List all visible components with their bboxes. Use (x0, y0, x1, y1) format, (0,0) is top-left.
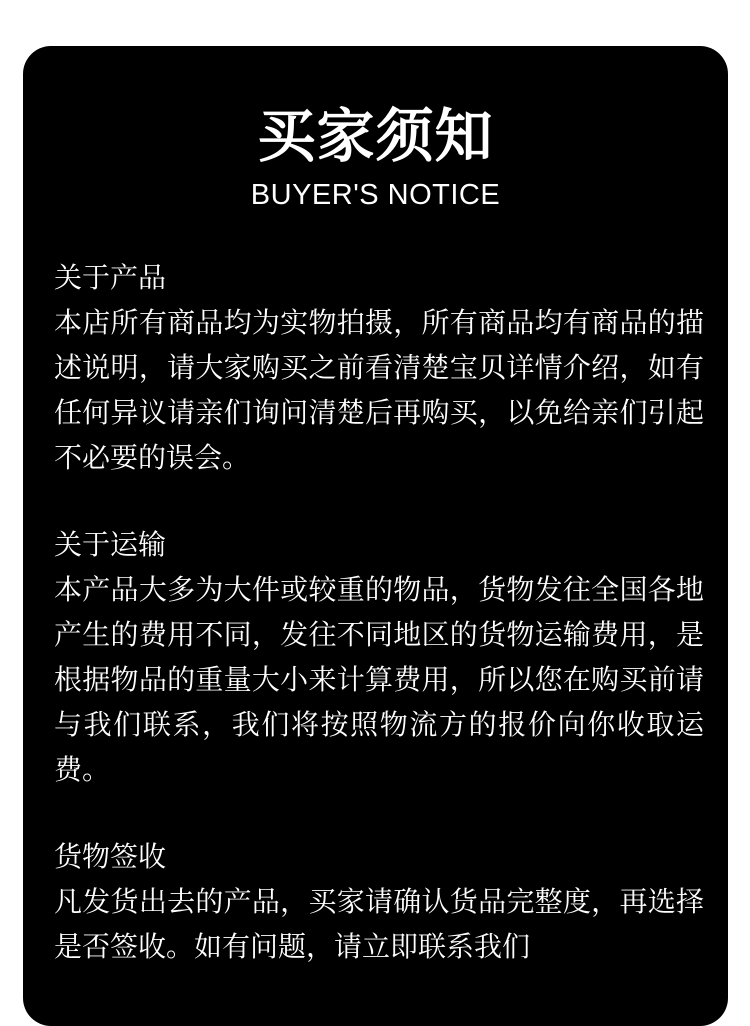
section-heading-shipping: 关于运输 (54, 528, 167, 561)
section-heading-product: 关于产品 (54, 261, 167, 294)
section-body-product: 本店所有商品均为实物拍摄，所有商品均有商品的描述说明，请大家购买之前看清楚宝贝详情介绍，如有任何异议请亲们询问清楚后再购买，以免给亲们引起不必要的误会。 (54, 306, 704, 474)
page-subtitle: BUYER'S NOTICE (250, 179, 501, 211)
notice-card (23, 46, 728, 1026)
section-body-receipt: 凡发货出去的产品，买家请确认货品完整度，再选择是否签收。如有问题，请立即联系我们 (54, 885, 704, 963)
section-heading-receipt: 货物签收 (54, 840, 167, 873)
section-receipt (54, 834, 704, 969)
section-product (54, 255, 704, 480)
section-body-shipping: 本产品大多为大件或较重的物品，货物发往全国各地产生的费用不同，发往不同地区的货物运输费用，是根据物品的重量大小来计算费用，所以您在购买前请与我们联系，我们将按照物流方的报价向你收取运费。 (54, 573, 704, 786)
section-shipping (54, 522, 704, 792)
page-title: 买家须知 (257, 102, 494, 170)
